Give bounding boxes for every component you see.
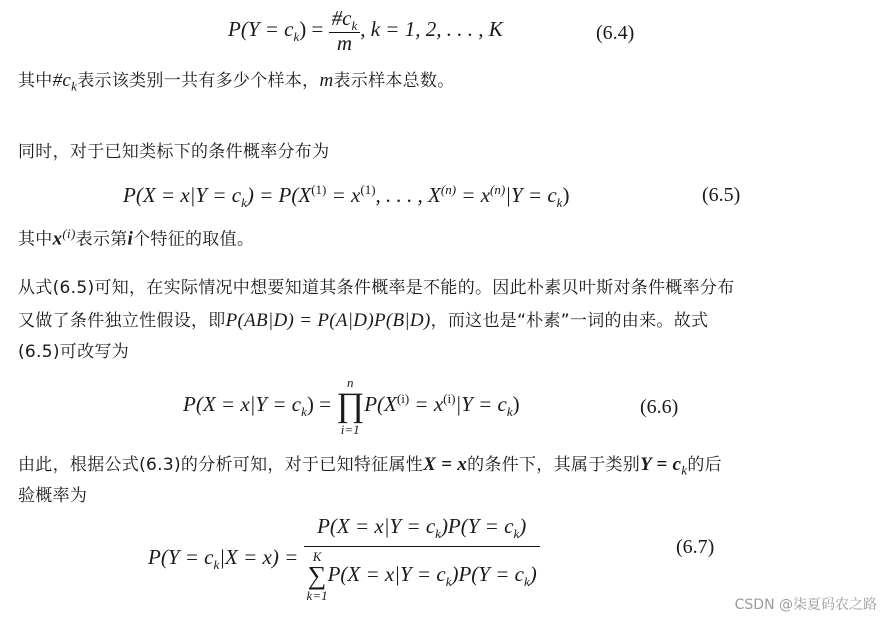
product-operator: n ∏ i=1 xyxy=(336,375,365,437)
paragraph: 其中$\#c_k$表示该类别一共有多少个样本，m表示样本总数。 xyxy=(18,70,455,94)
equation-6-4: $P(Y = c_k)$ = $\frac{\#c_k}{m}$ , k = 1, 2, . . . , K xyxy=(228,6,503,56)
fraction: $\frac{\#c_k}{m}$ xyxy=(329,8,361,54)
equation-6-5: $P(X = x|Y = c_k) = P(X^{(1)} = x^{(1)}$, . . . , $X^{(n)} = x^{(n)}|Y = c_k$) xyxy=(123,182,570,211)
equation-number: (6.5) xyxy=(702,184,741,206)
paragraph: 由此，根据公式(6.3)的分析可知，对于已知特征属性X = x的条件下，其属于类别$Y = c_k$的后 xyxy=(18,454,722,478)
paragraph: 其中$x^{(i)}$表示第i个特征的取值。 xyxy=(18,226,255,250)
paragraph: 同时，对于已知类标下的条件概率分布为 xyxy=(18,142,330,162)
watermark: CSDN @柒夏码农之路 xyxy=(734,597,877,613)
paragraph: 又做了条件独立性假设，即P(AB|D) = P(A|D)P(B|D)，而这也是“朴素”一词的由来。故式 xyxy=(18,310,709,331)
fraction: $P(X = x|Y = c_k)P(Y = c_k)$ K ∑ k=1 $P(X = x|Y = c_k)P(Y = c_k)$ xyxy=(304,516,540,602)
equation-number: (6.6) xyxy=(640,396,679,418)
equation-number: (6.4) xyxy=(596,22,635,44)
paragraph: 从式(6.5)可知，在实际情况中想要知道其条件概率是不能的。因此朴素贝叶斯对条件概率分布 xyxy=(18,278,735,298)
equation-number: (6.7) xyxy=(676,536,715,558)
sum-operator: K ∑ k=1 xyxy=(306,549,328,604)
equation-6-6: $P(X = x|Y = c_k)$ = n ∏ i=1 $P(X^{(i)} = x^{(i)}|Y = c_k)$ xyxy=(183,375,520,437)
equation-6-7: $P(Y = c_k|X = x)$ = $P(X = x|Y = c_k)P(Y = c_k)$ K ∑ k=1 $P(X = x|Y = c_k)P(Y = c_k)$ xyxy=(148,516,540,602)
paragraph: (6.5)可改写为 xyxy=(18,342,129,362)
paragraph: 验概率为 xyxy=(18,486,88,506)
